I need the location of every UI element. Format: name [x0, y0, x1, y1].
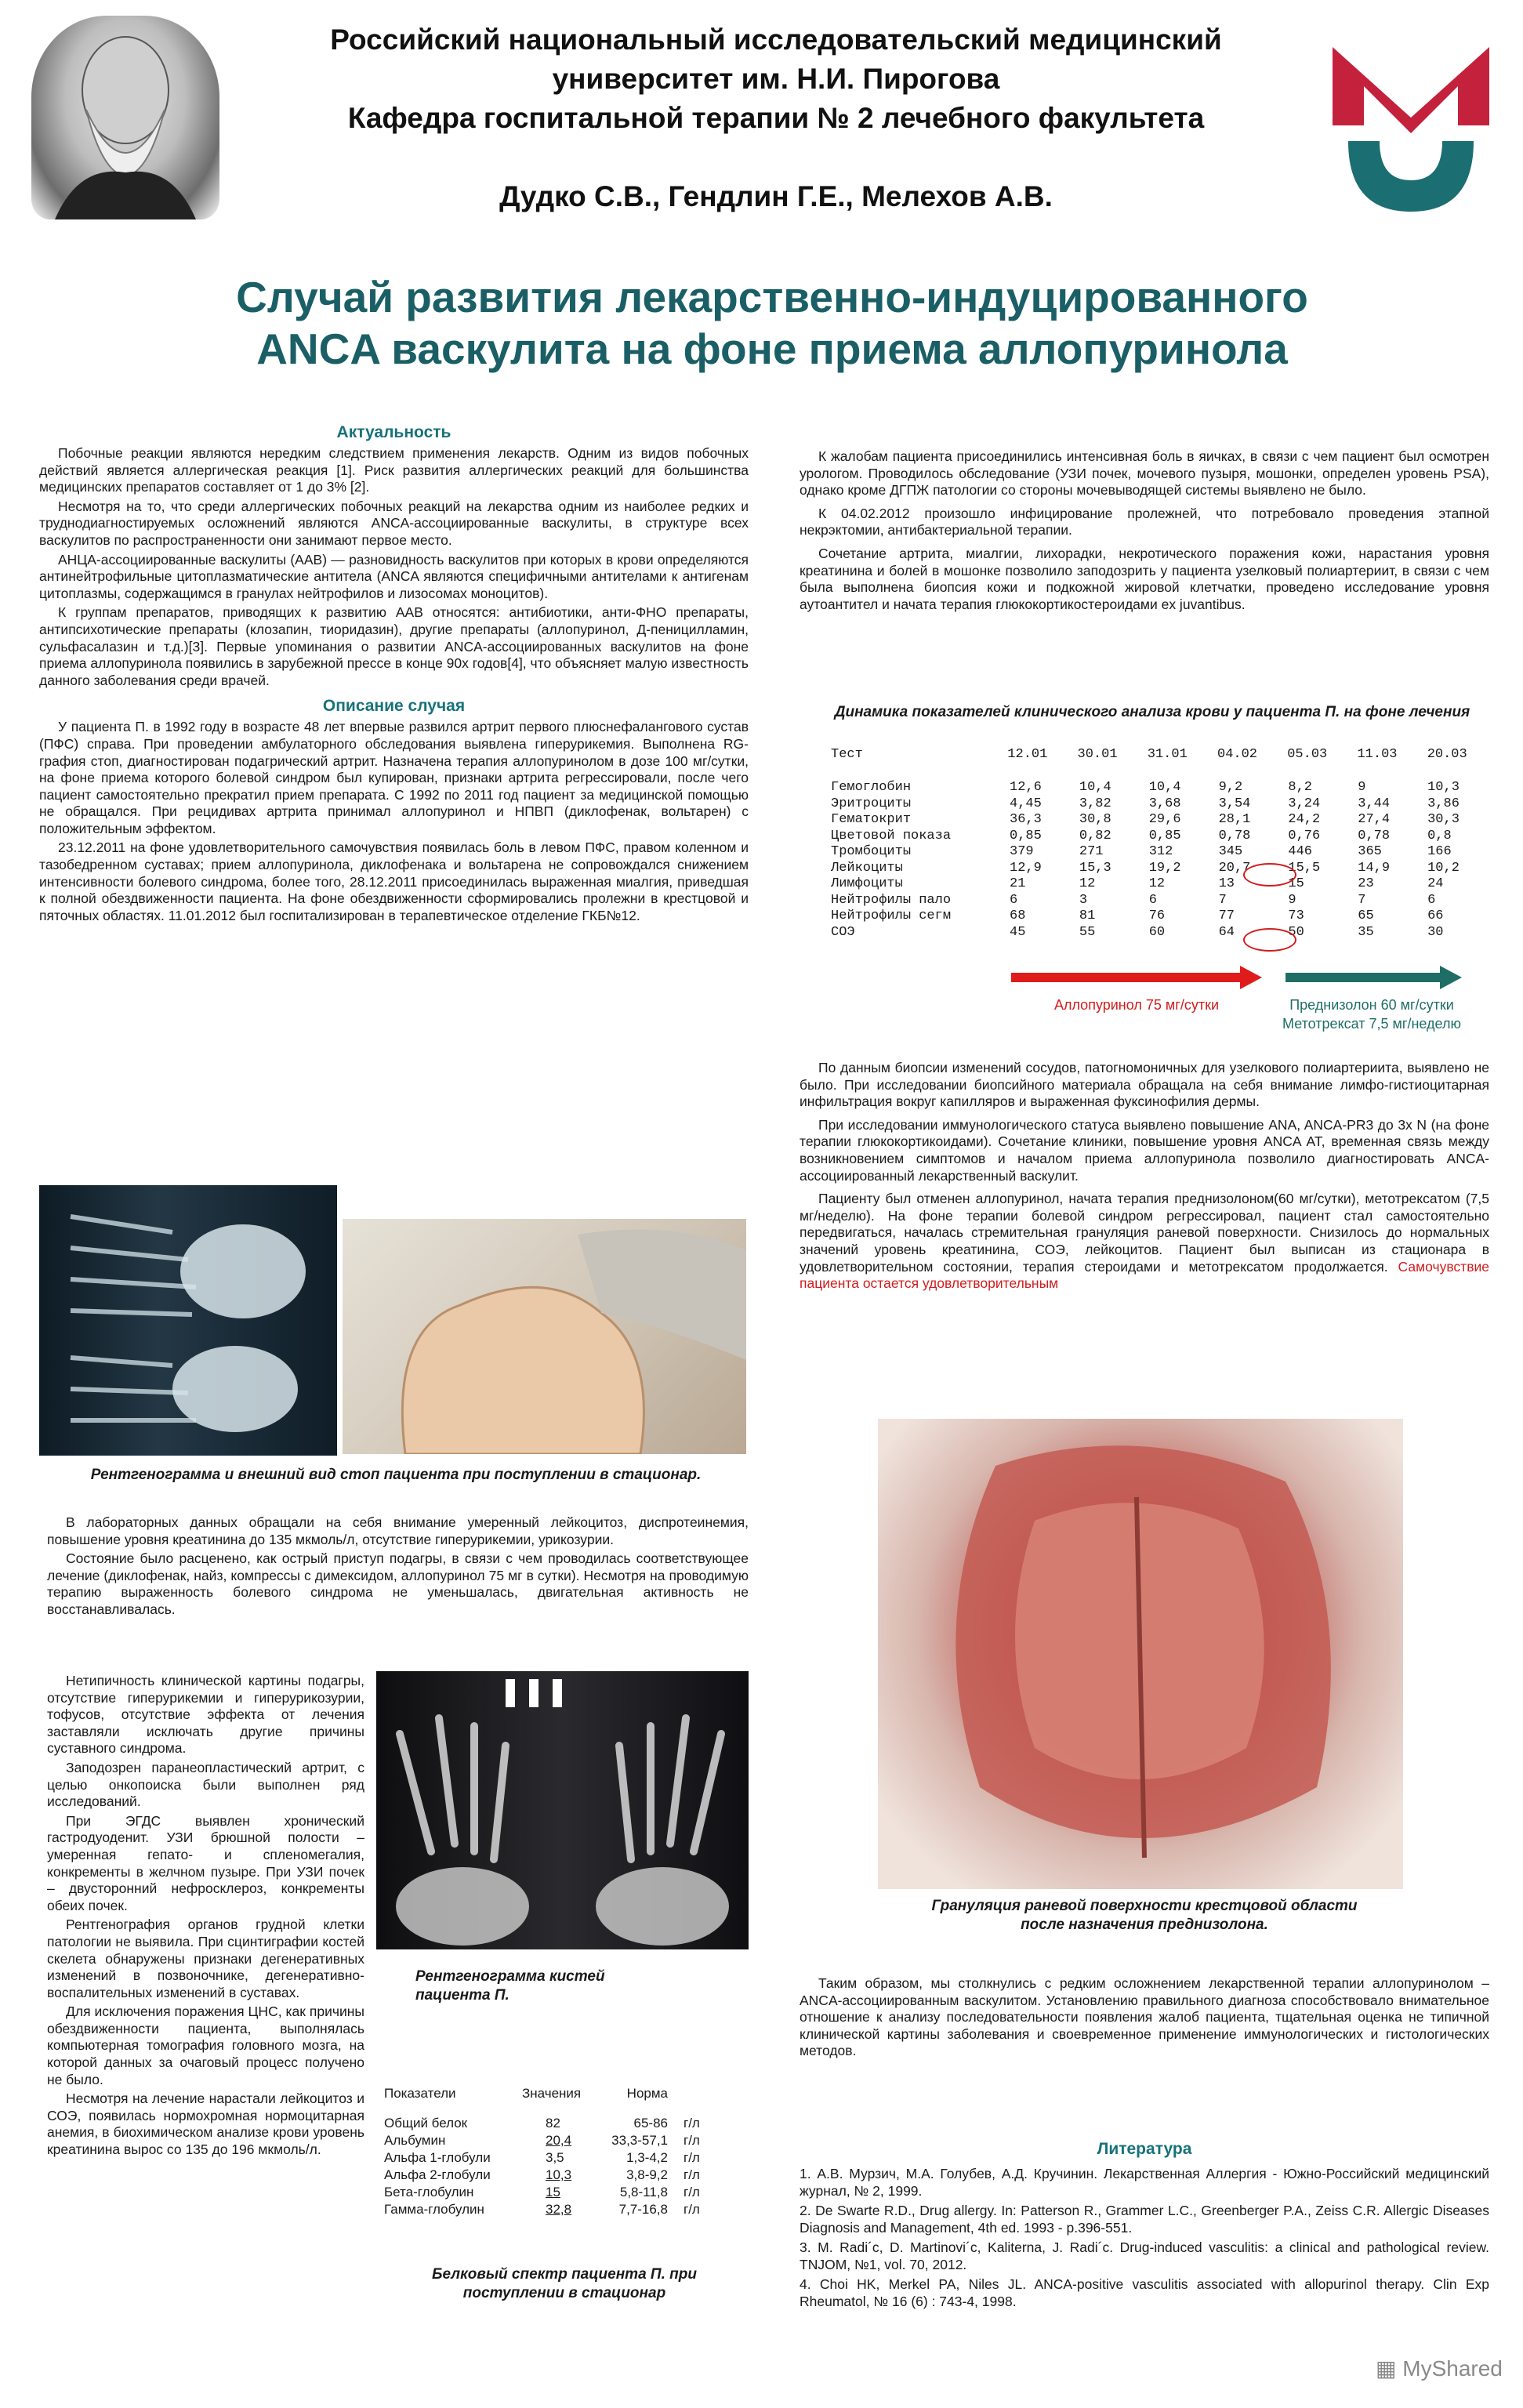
cell: г/л	[684, 2133, 700, 2148]
university-logo	[1317, 31, 1505, 219]
header-department: Кафедра госпитальной терапии № 2 лечебного факультета	[347, 102, 1205, 134]
paragraph: Заподозрен паранеопластический артрит, с целью онкопоиска были выполнен ряд исследований.	[47, 1759, 364, 1810]
cell: 15	[546, 2185, 560, 2199]
cell: 45	[1010, 924, 1026, 940]
treatment-text: Пациенту был отменен аллопуринол, начата терапия преднизолоном(60 мг/сутки), метотрексатом (7,5 мг/неделю). На фоне терапии болевой синдром регрессировал, пациент стал самостоятельно передвигаться, началась стремительная грануляция раневой поверхности. Снизилось до нормальных значений уровень креатинина, СОЭ, лейкоцитов. Пациент был выписан из стационара в удовлетворительном состоянии, терапия стероидами и метотрексатом продолжается.	[800, 1191, 1489, 1275]
table-row	[384, 2201, 705, 2218]
cell: 10,3	[546, 2167, 572, 2182]
cell: 5,8-11,8	[619, 2185, 668, 2199]
cell: 6	[1427, 892, 1436, 908]
portrait-photo	[31, 16, 219, 219]
cell: 20,4	[546, 2133, 572, 2148]
left-column	[39, 423, 749, 927]
cell: 10,3	[1427, 780, 1460, 796]
table-row	[831, 892, 1497, 908]
cell: 271	[1079, 844, 1104, 860]
header-authors: Дудко С.В., Гендлин Г.Е., Мелехов А.В.	[499, 180, 1053, 212]
cell: 379	[1010, 844, 1034, 860]
cell: 30,3	[1427, 812, 1460, 828]
cell: 10,4	[1148, 780, 1181, 796]
conclusion-text	[800, 1975, 1489, 2062]
watermark-text: MyShared	[1402, 2356, 1503, 2381]
column-header: Значения	[522, 2086, 582, 2101]
cell: 12,9	[1010, 860, 1042, 876]
protein-table	[384, 2085, 705, 2218]
blood-table-body	[831, 780, 1497, 941]
paragraph: К жалобам пациента присоединились интенсивная боль в яичках, в связи с чем пациент был осмотрен урологом. Проводилось обследование (УЗИ почек, мочевого пузыря, мошонки, определен уровень PSA), однако кроме ДГПЖ патологии со стороны мочевыводящей системы выявлено не было.	[800, 448, 1489, 499]
cell: 20,7	[1218, 860, 1251, 876]
paragraph	[800, 1191, 1489, 1293]
table-row	[384, 2132, 705, 2149]
cell: 0,8	[1427, 828, 1452, 843]
cell: 365	[1358, 844, 1382, 860]
cell: Тромбоциты	[831, 844, 912, 860]
cell: 3,68	[1148, 796, 1181, 811]
cell: 13	[1218, 876, 1235, 892]
wound-caption: Грануляция раневой поверхности крестцовой области после назначения преднизолона.	[931, 1898, 1358, 1933]
right-intro-text	[800, 448, 1489, 615]
hands-xray-image	[376, 1671, 749, 1949]
paragraph: 23.12.2011 на фоне удовлетворительного самочувствия появилась боль в левом ПФС, правом коленном и тазобедренном суставах; прием аллопуринола, диклофенака и вольтарена не сопровождался снижением интенсивности болевого синдрома, более того, 28.12.2011 присоединилась выраженная миалгия, приведшая к полной обездвиженности пациента. На фоне обездвиженности сформировались пролежни в крестцовой и пяточных областях. 11.01.2012 был госпитализирован в терапевтическое отделение ГКБ№12.	[39, 840, 749, 923]
lab-findings-text	[47, 1514, 749, 1621]
wound-photo	[878, 1419, 1403, 1889]
case-heading: Описание случая	[322, 697, 466, 716]
paragraph: Сочетание артрита, миалгии, лихорадки, некротического поражения кожи, нарастания уровня креатинина и болей в мошонке позволило заподозрить у пациента узелковый полиартериит, в связи с чем была выполнена биопсия кожи и подкожной жировой клетчатки, проведено исследование уровня аутоантител и начата терапия глюкокортикостероидами ex juvantibus.	[800, 545, 1489, 612]
cell: 0,78	[1358, 828, 1391, 843]
table-row	[384, 2167, 705, 2184]
narrow-text-column	[47, 1673, 364, 2161]
blood-table-container	[831, 746, 1497, 941]
table-row	[831, 924, 1497, 941]
cell: Общий белок	[384, 2116, 468, 2131]
cell: 9	[1358, 780, 1366, 796]
cell: 15,3	[1079, 860, 1111, 876]
paragraph: Нетипичность клинической картины подагры, отсутствие гиперурикемии и гиперурикозурии, тофусов, отсутствие эффекта от лечения заставляли исключать другие причины суставного синдрома.	[47, 1673, 364, 1757]
cell: 12	[1148, 876, 1166, 892]
cell: 3,82	[1079, 796, 1111, 811]
poster-title-line2: ANCA васкулита на фоне приема аллопуринола	[256, 325, 1288, 373]
column-header: 05.03	[1287, 746, 1328, 762]
column-header: Тест	[831, 746, 863, 762]
column-header: 20.03	[1427, 746, 1467, 762]
cell: 24	[1427, 876, 1444, 892]
prednisolone-arrow	[1285, 966, 1462, 989]
column-header: Показатели	[384, 2086, 456, 2101]
column-header: 11.03	[1357, 746, 1398, 762]
cell: 68	[1010, 908, 1026, 924]
column-header: 31.01	[1147, 746, 1188, 762]
prednisolone-arrow-label: Преднизолон 60 мг/сутки	[1289, 997, 1454, 1013]
cell: 81	[1079, 908, 1096, 924]
table-row	[831, 812, 1497, 829]
paragraph: При ЭГДС выявлен хронический гастродуоденит. УЗИ брюшной полости – умеренная гепато- и спленомегалия, конкременты в желчном пузыре. При УЗИ почек – двусторонний нефросклероз, конкременты обеих почек.	[47, 1812, 364, 1913]
paragraph: К группам препаратов, приводящих к развитию ААВ относятся: антибиотики, анти-ФНО препараты, антипсихотические препараты (клозапин, тиоридазин), другие препараты (аллопуринол, Д-пеницилламин, сульфасалазин и т.д.)[3]. Первые упоминания о развитии ANCA-ассоциированных васкулитов на фоне приема аллопуринола появились в зарубежной прессе в конце 90х годов[4], что объясняет малую известность данного заболевания среди врачей.	[39, 604, 749, 688]
cell: 50	[1288, 924, 1304, 940]
cell: 65	[1358, 908, 1374, 924]
literature-heading: Литература	[1097, 2140, 1192, 2158]
table-row	[384, 2115, 705, 2132]
table-row	[831, 876, 1497, 893]
cell: 6	[1010, 892, 1018, 908]
cell: 19,2	[1148, 860, 1181, 876]
cell: 166	[1427, 844, 1452, 860]
column-header: Норма	[626, 2086, 668, 2101]
protein-caption: Белковый спектр пациента П. при поступлении в стационар	[432, 2266, 697, 2301]
table-header-row	[831, 746, 1497, 763]
paragraph: Рентгенография органов грудной клетки патологии не выявила. При сцинтиграфии костей скелета обнаружены признаки дегенеративных изменений в позвоночнике, дегенеративно-воспалительных изменений в суставах.	[47, 1917, 364, 2000]
paragraph: По данным биопсии изменений сосудов, патогномоничных для узелкового полиартериита, выявлено не было. При исследовании биопсийного материала обращала на себя внимание лимфо-гистиоцитарная инфильтрация вокруг капилляров и выраженная фуксинофилия дермы.	[800, 1060, 1489, 1110]
cell: 65-86	[633, 2116, 668, 2131]
cell: 0,82	[1079, 828, 1111, 843]
status-red-text: Самочувствие пациента остается удовлетворительным	[800, 1258, 1489, 1292]
allopurinol-arrow	[1011, 966, 1262, 989]
table-row	[831, 780, 1497, 796]
reference-item: 3. M. Radi´c, D. Martinovi´c, Kaliterna, J. Radi´c. Drug-induced vasculitis: a clinical and pathological review. TNJOM, №1, vol. 70, 2012.	[800, 2239, 1489, 2272]
cell: Гамма-глобулин	[384, 2202, 484, 2217]
relevance-text	[39, 445, 749, 689]
allopurinol-arrow-label: Аллопуринол 75 мг/сутки	[1053, 997, 1220, 1013]
cell: 10,2	[1427, 860, 1460, 876]
column-header: 30.01	[1077, 746, 1118, 762]
cell: 55	[1079, 924, 1096, 940]
cell: Нейтрофилы пало	[831, 892, 952, 908]
watermark-icon: ▦	[1376, 2356, 1397, 2381]
cell: 10,4	[1079, 780, 1111, 796]
cell: 14,9	[1358, 860, 1391, 876]
cell: 21	[1010, 876, 1026, 892]
cell: Гемоглобин	[831, 780, 912, 796]
cell: 12,6	[1010, 780, 1042, 796]
relevance-heading: Актуальность	[336, 423, 451, 441]
paragraph: К 04.02.2012 произошло инфицирование пролежней, что потребовало проведения этапной некрэктомии, антибактериальной терапии.	[800, 505, 1489, 539]
cell: 6	[1148, 892, 1157, 908]
cell: Цветовой показа	[831, 828, 952, 843]
case-text	[39, 719, 749, 924]
cell: 82	[546, 2116, 560, 2131]
cell: 29,6	[1148, 812, 1181, 828]
cell: 30,8	[1079, 812, 1111, 828]
protein-table-container	[384, 2085, 752, 2218]
cell: 12	[1079, 876, 1096, 892]
cell: 60	[1148, 924, 1166, 940]
cell: 7	[1358, 892, 1366, 908]
reference-item: 1. А.В. Мурзич, М.А. Голубев, А.Д. Кручинин. Лекарственная Аллергия - Южно-Российский медицинский журнал, № 2, 1999.	[800, 2166, 1489, 2199]
cell: г/л	[684, 2116, 700, 2131]
feet-caption: Рентгенограмма и внешний вид стоп пациента при поступлении в стационар.	[90, 1467, 702, 1483]
hands-caption: Рентгенограмма кистей пациента П.	[415, 1968, 605, 2004]
cell: 3,5	[546, 2150, 564, 2165]
cell: г/л	[684, 2150, 700, 2165]
cell: Бета-глобулин	[384, 2185, 474, 2199]
blood-table-title: Динамика показателей клинического анализа крови у пациента П. на фоне лечения	[834, 704, 1470, 720]
table-row	[831, 796, 1497, 812]
cell: 66	[1427, 908, 1444, 924]
paragraph: При исследовании иммунологического статуса выявлено повышение ANA, ANCA-PR3 до 3х N (на фоне терапии глюкокортикоидами). Сочетание клиники, повышение уровня ANCA AT, временная связь между возникновением симптомов и началом приема аллопуринола позволило диагностировать ANCA-ассоциированный лекарственный васкулит.	[800, 1116, 1489, 1184]
paragraph: Для исключения поражения ЦНС, как причины обездвиженности пациента, выполнялась компьютерная томография головного мозга, на которой данных за очаговый процесс получено не было.	[47, 2004, 364, 2087]
cell: г/л	[684, 2167, 700, 2182]
cell: 8,2	[1288, 780, 1313, 796]
watermark-logo	[1376, 2355, 1517, 2391]
cell: 76	[1148, 908, 1166, 924]
cell: 0,85	[1010, 828, 1042, 843]
cell: 24,2	[1288, 812, 1321, 828]
highlight-circle-leukocytes	[1243, 863, 1296, 887]
right-mid-text	[800, 1060, 1489, 1295]
cell: 77	[1218, 908, 1235, 924]
cell: 7,7-16,8	[618, 2202, 668, 2217]
table-header-row	[384, 2085, 705, 2102]
cell: 7	[1218, 892, 1227, 908]
cell: Эритроциты	[831, 796, 912, 811]
column-header: 04.02	[1217, 746, 1258, 762]
cell: Нейтрофилы сегм	[831, 908, 952, 924]
cell: 15,5	[1288, 860, 1321, 876]
cell: 9	[1288, 892, 1296, 908]
cell: Лейкоциты	[831, 860, 903, 876]
paragraph: АНЦА-ассоциированные васкулиты (ААВ) — разновидность васкулитов при которых в крови определяются антинейтрофильные цитоплазматические антитела (ANCA являются специфичными антителами к антигенам цитоплазмы, содержащимся в гранулах нейтрофилов и лизосомах моноцитов).	[39, 551, 749, 601]
cell: 33,3-57,1	[611, 2133, 668, 2148]
references-list	[800, 2165, 1489, 2312]
cell: Гематокрит	[831, 812, 912, 828]
cell: 23	[1358, 876, 1374, 892]
cell: Альфа 2-глобули	[384, 2167, 491, 2182]
table-row	[384, 2184, 705, 2201]
paragraph: Таким образом, мы столкнулись с редким осложнением лекарственной терапии аллопуринолом – ANCA-ассоциированным васкулитом. Установлению правильного диагноза способствовало внимательное отношение к анализу последовательности появления жалоб пациента, тщательная оценка не типичной клинической картины заболевания и своевременное применение иммунологических и гистологических методов.	[800, 1975, 1489, 2059]
cell: 3,8-9,2	[626, 2167, 668, 2182]
paragraph: У пациента П. в 1992 году в возрасте 48 лет впервые развился артрит первого плюснефалангового сустав (ПФС) справа. При проведении амбулаторного обследования выявлена гиперурикемия. Выполнена RG-графия стоп, диагностирован подагрический артрит. Назначена терапия аллопуринолом в дозе 100 мг/сутки, на фоне приема которого болевой синдром был купирован, признаки артрита регрессировали, после чего пациент самостоятельно прекратил прием препарата. С 1992 по 2011 год пациент за медицинской помощью не обращался. При рецидивах артрита принимал аллопуринол и НПВП (диклофенак, вольтарен) с положительным эффектом.	[39, 719, 749, 836]
column-header: 12.01	[1007, 746, 1048, 762]
methotrexate-arrow-label: Метотрексат 7,5 мг/неделю	[1282, 1016, 1461, 1032]
cell: 30	[1427, 924, 1444, 940]
cell: 3,54	[1218, 796, 1251, 811]
cell: г/л	[684, 2202, 700, 2217]
cell: 3	[1079, 892, 1088, 908]
feet-xray-image	[39, 1185, 337, 1456]
cell: г/л	[684, 2185, 700, 2199]
cell: 64	[1218, 924, 1235, 940]
cell: 3,86	[1427, 796, 1460, 811]
table-row	[384, 2149, 705, 2167]
reference-item: 2. De Swarte R.D., Drug allergy. In: Patterson R., Grammer L.C., Greenberger P.A., Zeiss C.R. Allergic Diseases Diagnosis and Management, 4th ed. 1993 - p.396-551.	[800, 2203, 1489, 2236]
cell: 1,3-4,2	[626, 2150, 668, 2165]
paragraph: Состояние было расценено, как острый приступ подагры, в связи с чем проводилась соответствующее лечение (диклофенак, найз, компрессы с димексидом, аллопуринол 75 мг в сутки). Несмотря на проводимую терапию выраженность болевого синдрома не уменьшалась, двигательная активность не восстанавливалась.	[47, 1550, 749, 1617]
cell: 73	[1288, 908, 1304, 924]
cell: Альфа 1-глобули	[384, 2150, 491, 2165]
cell: 3,44	[1358, 796, 1391, 811]
cell: 3,24	[1288, 796, 1321, 811]
cell: 9,2	[1218, 780, 1243, 796]
cell: 35	[1358, 924, 1374, 940]
highlight-circle-esr	[1243, 928, 1296, 952]
table-row	[831, 860, 1497, 876]
cell: Альбумин	[384, 2133, 446, 2148]
cell: 312	[1148, 844, 1173, 860]
paragraph: Несмотря на лечение нарастали лейкоцитоз и СОЭ, появилась нормохромная нормоцитарная анемия, в биохимическом анализе крови уровень креатинина вырос со 135 до 196 мкмоль/л.	[47, 2091, 364, 2158]
cell: 32,8	[546, 2202, 572, 2217]
cell: 4,45	[1010, 796, 1042, 811]
blood-table	[831, 746, 1497, 780]
cell: 0,76	[1288, 828, 1321, 843]
table-row	[831, 844, 1497, 861]
paragraph: В лабораторных данных обращали на себя внимание умеренный лейкоцитоз, диспротеинемия, повышение уровня креатинина до 135 мкмоль/л, отсутствие гиперурикемии, урикозурии.	[47, 1514, 749, 1547]
cell: 345	[1218, 844, 1243, 860]
cell: СОЭ	[831, 924, 855, 940]
paragraph: Несмотря на то, что среди аллергических побочных реакций на лекарства одним из наиболее редких и труднодиагностируемых осложнений являются ANCA-ассоциированные васкулиты, в структуре всех васкулитов по распространенности они занимают первое место.	[39, 498, 749, 548]
feet-photo	[343, 1219, 746, 1454]
cell: 446	[1288, 844, 1313, 860]
header-university-line1: Российский национальный исследовательский медицинский	[330, 24, 1222, 56]
header-university-line2: университет им. Н.И. Пирогова	[552, 63, 1000, 95]
cell: 15	[1288, 876, 1304, 892]
cell: 27,4	[1358, 812, 1391, 828]
table-row	[831, 828, 1497, 844]
poster-title-line1: Случай развития лекарственно-индуцированного	[236, 273, 1308, 321]
cell: Лимфоциты	[831, 876, 903, 892]
table-row	[831, 908, 1497, 925]
cell: 28,1	[1218, 812, 1251, 828]
cell: 36,3	[1010, 812, 1042, 828]
reference-item: 4. Choi HK, Merkel PA, Niles JL. ANCA-positive vasculitis associated with allopurinol therapy. Clin Exp Rheumatol, № 16 (6) : 743-4, 1998.	[800, 2276, 1489, 2309]
cell: 0,78	[1218, 828, 1251, 843]
paragraph: Побочные реакции являются нередким следствием применения лекарств. Одним из видов побочных действий является аллергическая реакция [1]. Риск развития аллергических реакций для большинства медицинских препаратов составляет от 1 до 3% [2].	[39, 445, 749, 495]
cell: 0,85	[1148, 828, 1181, 843]
